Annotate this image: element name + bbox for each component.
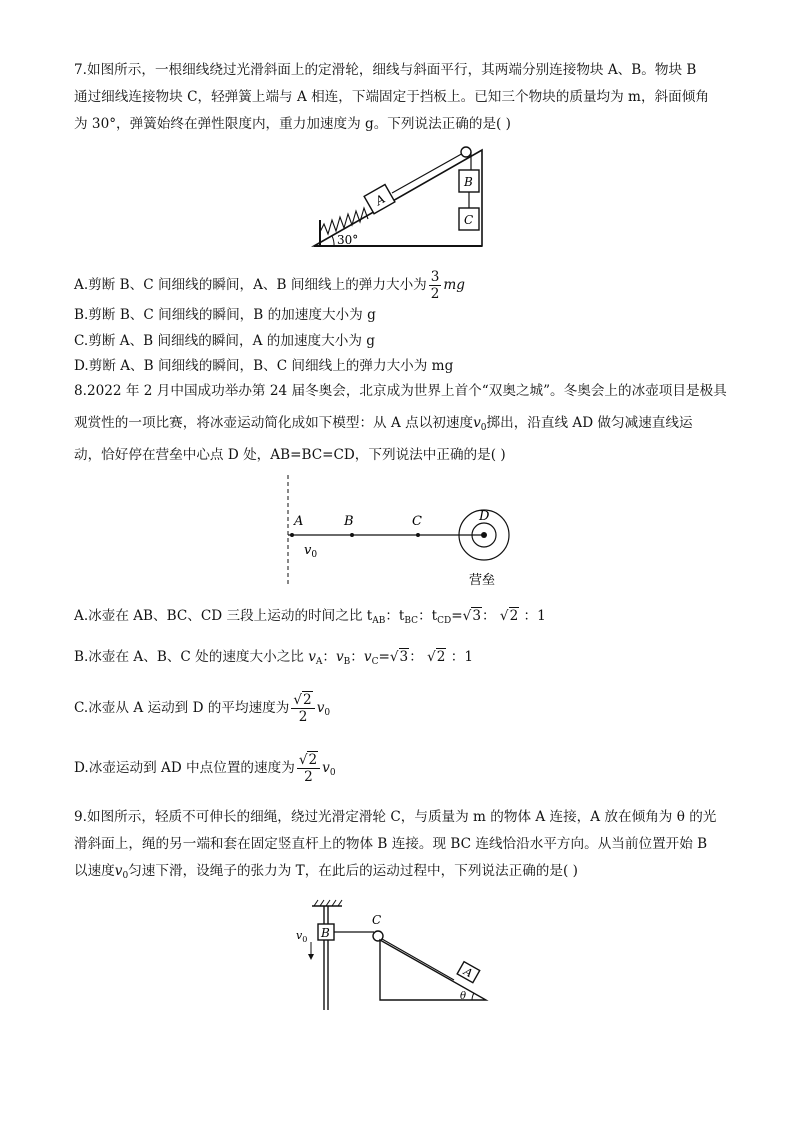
q9-label-a: A bbox=[461, 964, 475, 981]
q8-line-3: 动，恰好停在营垒中心点 D 处，AB=BC=CD，下列说法中正确的是( ) bbox=[74, 447, 506, 463]
q8-point-c bbox=[416, 533, 420, 537]
q9-angle-arc bbox=[472, 993, 474, 1000]
q8-option-a-sqrt2: √2 bbox=[499, 608, 519, 624]
q8-house-label: 营垒 bbox=[469, 573, 496, 588]
q9-pulley bbox=[373, 931, 383, 941]
q8-label-d: D bbox=[479, 509, 490, 524]
q9-v0-label: $v_0$ bbox=[296, 929, 308, 944]
q8-v0-label: $v_0$ bbox=[304, 543, 318, 560]
q8-label-a: A bbox=[294, 514, 304, 529]
q7-pulley bbox=[461, 147, 471, 157]
q9-block-a bbox=[457, 962, 480, 983]
q8-label-c: C bbox=[412, 514, 422, 529]
q7-option-a: A.剪断 B、C 间细线的瞬间，A、B 间细线上的弹力大小为 $\frac{3}{2}$ mg bbox=[74, 269, 466, 302]
q8-option-a: A.冰壶在 AB、BC、CD 三段上运动的时间之比 $t_{AB}$：$t_{BC}$：$t_{CD}=√3$： √2 ：1 bbox=[74, 608, 546, 626]
q7-incline bbox=[314, 150, 482, 246]
q9-figure bbox=[290, 898, 500, 1013]
q9-rope-ca bbox=[382, 939, 454, 980]
q8-point-b bbox=[350, 533, 354, 537]
q7-label-c: C bbox=[464, 213, 474, 227]
q8-point-a bbox=[290, 533, 294, 537]
q9-label-c: C bbox=[372, 913, 382, 927]
q8-option-b-sqrt2: √2 bbox=[427, 649, 446, 665]
q7-option-c: C.剪断 A、B 间细线的瞬间，A 的加速度大小为 g bbox=[74, 333, 375, 349]
q8-option-c: C.冰壶从 A 运动到 D 的平均速度为 $\frac{√2}{2}$ $v_0$ bbox=[74, 692, 331, 725]
q8-line-1: 8.2022 年 2 月中国成功举办第 24 届冬奥会，北京成为世界上首个“双奥之城”。冬奥会上的冰壶项目是极具 bbox=[74, 383, 727, 399]
q9-line-2: 滑斜面上，绳的另一端和套在固定竖直杆上的物体 B 连接。现 BC 连线恰沿水平方向。从当前位置开始 B bbox=[74, 836, 708, 852]
q8-option-c-fraction: $\frac{√2}{2}$ bbox=[291, 692, 314, 725]
q7-block-a bbox=[364, 184, 395, 213]
q8-option-d-fraction: $\frac{√2}{2}$ bbox=[297, 752, 320, 785]
q8-option-d: D.冰壶运动到 AD 中点位置的速度为 $\frac{√2}{2}$ $v_0$ bbox=[74, 752, 336, 785]
q9-angle-label: θ bbox=[460, 991, 467, 1002]
q8-option-b-sqrt3: √3 bbox=[389, 649, 409, 665]
q9-line-3: 以速度$v_0$匀速下滑，设绳子的张力为 T，在此后的运动过程中，下列说法正确的是( ) bbox=[74, 863, 578, 881]
q7-rope bbox=[392, 152, 465, 193]
q8-option-a-sqrt3: √3 bbox=[462, 608, 481, 624]
q9-line-1: 9.如图所示，轻质不可伸长的细绳，绕过光滑定滑轮 C，与质量为 m 的物体 A 连接，A 放在倾角为 θ 的光 bbox=[74, 809, 717, 825]
q7-spring bbox=[320, 208, 368, 234]
q7-label-b: B bbox=[464, 175, 473, 189]
q7-option-b: B.剪断 B、C 间细线的瞬间，B 的加速度大小为 g bbox=[74, 307, 376, 323]
q7-figure bbox=[300, 140, 500, 255]
q7-option-a-fraction: $\frac{3}{2}$ bbox=[430, 269, 440, 302]
q8-figure bbox=[280, 470, 530, 595]
q8-label-b: B bbox=[344, 514, 354, 529]
q7-angle-label: 30° bbox=[337, 233, 359, 247]
q7-label-a: A bbox=[373, 191, 388, 209]
q7-line-2: 通过细线连接物块 C，轻弹簧上端与 A 相连，下端固定于挡板上。已知三个物块的质量均为 m，斜面倾角 bbox=[74, 89, 709, 105]
q7-line-1: 7.如图所示，一根细线绕过光滑斜面上的定滑轮，细线与斜面平行，其两端分别连接物块 A、B。物块 B bbox=[74, 62, 697, 78]
q8-point-d bbox=[481, 532, 487, 538]
q7-angle-arc bbox=[332, 236, 334, 246]
q8-option-b: B.冰壶在 A、B、C 处的速度大小之比 $v_A$：$v_B$：$v_C=√3$： √2 ：1 bbox=[74, 649, 474, 667]
q8-line-2: 观赏性的一项比赛，将冰壶运动简化成如下模型：从 A 点以初速度$v_0$掷出，沿直线 AD 做匀减速直线运 bbox=[74, 415, 693, 433]
q7-option-d: D.剪断 A、B 间细线的瞬间，B、C 间细线上的弹力大小为 mg bbox=[74, 358, 454, 374]
q9-label-b: B bbox=[321, 926, 330, 940]
q7-line-3: 为 30°，弹簧始终在弹性限度内，重力加速度为 g。下列说法正确的是( ) bbox=[74, 116, 511, 132]
